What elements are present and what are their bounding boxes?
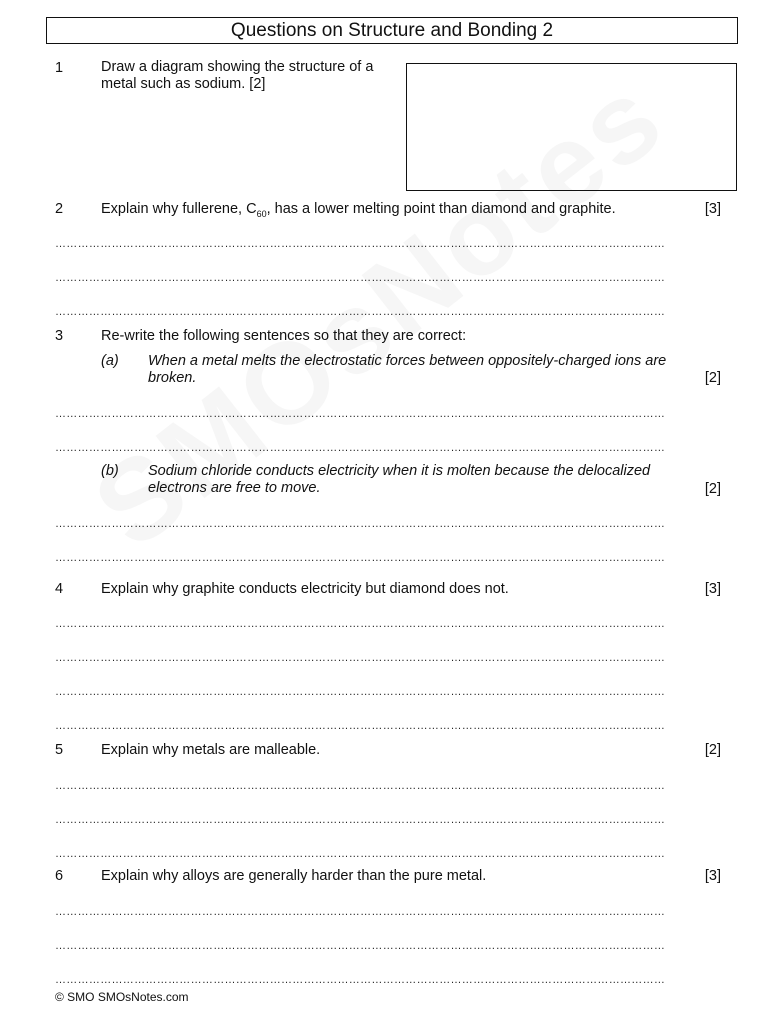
question-3b-marks: [2] xyxy=(704,481,721,497)
question-2-text-pre: Explain why fullerene, C xyxy=(101,201,257,217)
answer-line[interactable]: ……………………………………………………………………………………………………………………………………………… xyxy=(55,722,666,730)
question-3b-label: (b) xyxy=(101,463,119,479)
question-2-marks: [3] xyxy=(704,201,721,217)
question-3a-marks: [2] xyxy=(704,370,721,386)
diagram-answer-box[interactable] xyxy=(406,63,737,191)
question-6-text: Explain why alloys are generally harder than the pure metal. xyxy=(101,868,487,884)
question-2-text-post: , has a lower melting point than diamond and graphite. xyxy=(266,201,616,217)
answer-line[interactable]: ……………………………………………………………………………………………………………………………………………… xyxy=(55,410,666,418)
question-4-text: Explain why graphite conducts electricity but diamond does not. xyxy=(101,581,509,597)
answer-line[interactable]: ……………………………………………………………………………………………………………………………………………… xyxy=(55,554,666,562)
question-2-number: 2 xyxy=(55,201,64,217)
answer-line[interactable]: ……………………………………………………………………………………………………………………………………………… xyxy=(55,274,666,282)
page-title: Questions on Structure and Bonding 2 xyxy=(46,17,738,44)
question-3-text: Re-write the following sentences so that they are correct: xyxy=(101,328,467,344)
question-3b-text: Sodium chloride conducts electricity when it is molten because the delocalized electrons are free to move. xyxy=(148,463,651,496)
answer-line[interactable]: ……………………………………………………………………………………………………………………………………………… xyxy=(55,620,666,628)
question-2-subscript: 60 xyxy=(256,208,267,219)
answer-line[interactable]: ……………………………………………………………………………………………………………………………………………… xyxy=(55,654,666,662)
question-4-number: 4 xyxy=(55,581,64,597)
answer-line[interactable]: ……………………………………………………………………………………………………………………………………………… xyxy=(55,444,666,452)
question-5-number: 5 xyxy=(55,742,64,758)
answer-line[interactable]: ……………………………………………………………………………………………………………………………………………… xyxy=(55,908,666,916)
question-3-number: 3 xyxy=(55,328,64,344)
question-3a-text: When a metal melts the electrostatic forces between oppositely-charged ions are broken. xyxy=(148,353,667,386)
question-2-text xyxy=(101,201,616,223)
answer-line[interactable]: ……………………………………………………………………………………………………………………………………………… xyxy=(55,520,666,528)
question-1-number: 1 xyxy=(55,60,64,76)
answer-line[interactable]: ……………………………………………………………………………………………………………………………………………… xyxy=(55,308,666,316)
question-3a-label: (a) xyxy=(101,353,119,369)
answer-line[interactable]: ……………………………………………………………………………………………………………………………………………… xyxy=(55,688,666,696)
question-6-marks: [3] xyxy=(704,868,721,884)
question-5-marks: [2] xyxy=(704,742,721,758)
footer-copyright: © SMO SMOsNotes.com xyxy=(55,990,189,1004)
answer-line[interactable]: ……………………………………………………………………………………………………………………………………………… xyxy=(55,782,666,790)
question-5-text: Explain why metals are malleable. xyxy=(101,742,321,758)
answer-line[interactable]: ……………………………………………………………………………………………………………………………………………… xyxy=(55,816,666,824)
answer-line[interactable]: ……………………………………………………………………………………………………………………………………………… xyxy=(55,942,666,950)
answer-line[interactable]: ……………………………………………………………………………………………………………………………………………… xyxy=(55,240,666,248)
question-4-marks: [3] xyxy=(704,581,721,597)
question-1-text: Draw a diagram showing the structure of a metal such as sodium. [2] xyxy=(101,59,374,92)
question-6-number: 6 xyxy=(55,868,64,884)
answer-line[interactable]: ……………………………………………………………………………………………………………………………………………… xyxy=(55,976,666,984)
answer-line[interactable]: ……………………………………………………………………………………………………………………………………………… xyxy=(55,850,666,858)
